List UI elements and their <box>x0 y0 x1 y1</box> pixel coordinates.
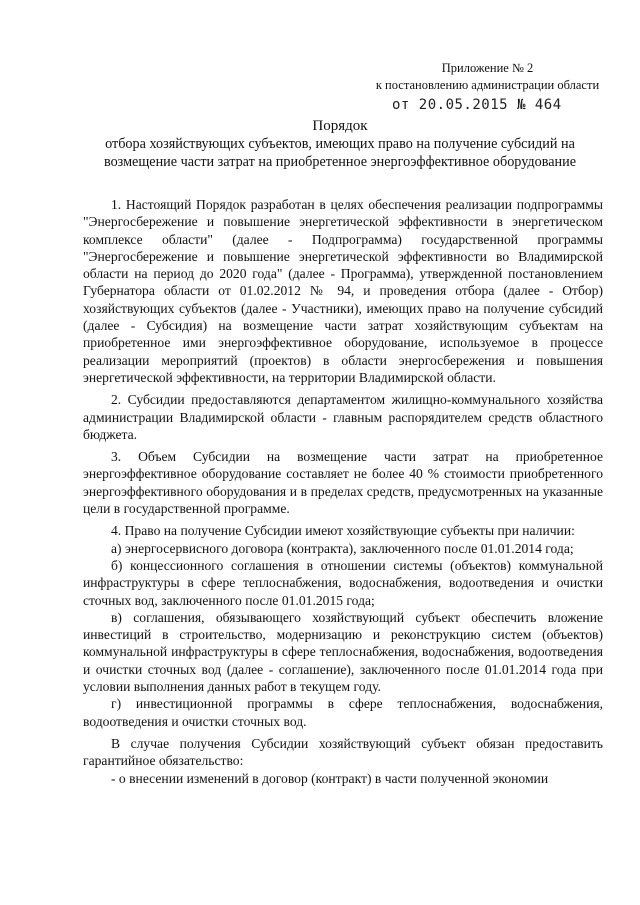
title-word: Порядок <box>312 118 368 134</box>
title-line-1: отбора хозяйствующих субъектов, имеющих право на получение субсидий на <box>105 136 575 152</box>
appendix-header <box>370 60 605 94</box>
appendix-reference: к постановлению администрации области <box>375 78 600 92</box>
title-line-2: возмещение части затрат на приобретенное энергоэффективное оборудование <box>103 154 576 170</box>
appendix-number: Приложение № 2 <box>441 61 534 75</box>
paragraph-4c: в) соглашения, обязывающего хозяйствующий субъект обеспечить вложение инвестиций в строительство, модернизацию и реконструкцию систем (объектов) коммунальной инфраструктуры в сфере теплоснабжения, водоснабжения, водоотведения и очистки сточных вод (далее - соглашение), заключенного после 01.01.2014 года при условии выполнения данных работ в текущем году. <box>83 609 603 695</box>
paragraph-2: 2. Субсидии предоставляются департаментом жилищно-коммунального хозяйства администрации Владимирской области - главным распорядителем средств областного бюджета. <box>83 392 603 442</box>
paragraph-1: 1. Настоящий Порядок разработан в целях обеспечения реализации подпрограммы "Энергосбережение и повышение энергетической эффективности в энергетическом комплексе области" (далее - Подпрограмма) государственной программы "Энергосбережение и повышение энергетической эффективности во Владимирской области на период до 2020 года" (далее - Программа), утвержденной постановлением Губернатора области от 01.02.2012 № 94, и проведения отбора (далее - Отбор) хозяйствующих субъектов (далее - Участники), имеющих право на получение субсидий (далее - Субсидия) на возмещение части затрат хозяйствующим субъектам на приобретенное ими энергоэффективное оборудование, используемое в процессе реализации мероприятий (проектов) в области энергосбережения и повышения энергетической эффективности, на территории Владимирской области. <box>83 197 603 385</box>
paragraph-4d: г) инвестиционной программы в сфере теплоснабжения, водоснабжения, водоотведения и очистки сточных вод. <box>83 696 603 729</box>
paragraph-6: - о внесении изменений в договор (контракт) в части полученной экономии <box>111 770 549 786</box>
paragraph-3: 3. Объем Субсидии на возмещение части затрат на приобретенное энергоэффективное оборудование составляет не более 40 % стоимости приобретенного энергоэффективного оборудования и в пределах средств, предусмотренных на указанные цели в государственной программе. <box>83 449 603 517</box>
date-number-stamp: от 20.05.2015 № 464 <box>392 97 562 113</box>
document-body <box>83 196 603 787</box>
paragraph-4b: б) концессионного соглашения в отношении системы (объектов) коммунальной инфраструктуры в сфере теплоснабжения, водоснабжения, водоотведения и очистки сточных вод, заключенного после 01.01.2015 года; <box>83 557 603 608</box>
paragraph-4a: а) энергосервисного договора (контракта), заключенного после 01.01.2014 года; <box>111 540 574 556</box>
paragraph-5: В случае получения Субсидии хозяйствующий субъект обязан предоставить гарантийное обязательство: <box>83 735 603 769</box>
document-title <box>95 117 585 171</box>
paragraph-4: 4. Право на получение Субсидии имеют хозяйствующие субъекты при наличии: <box>111 523 575 539</box>
